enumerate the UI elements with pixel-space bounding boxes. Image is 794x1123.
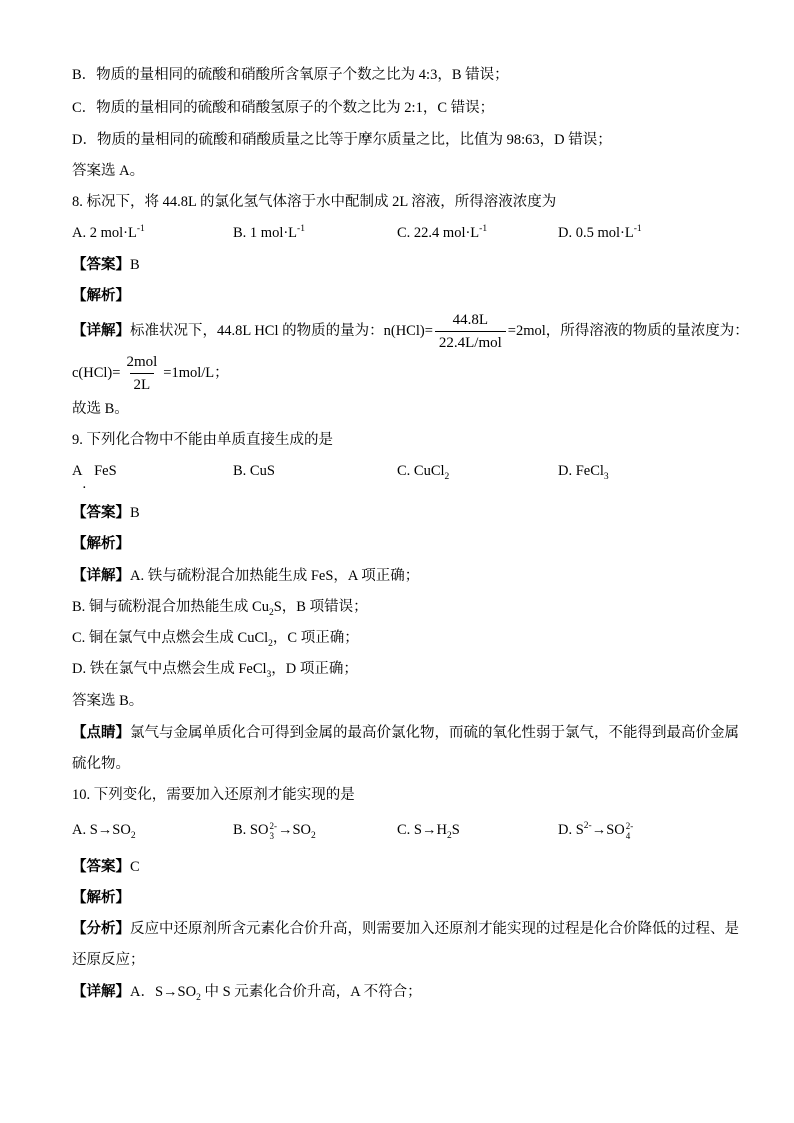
q10-option-d-product: →SO [591, 822, 625, 838]
q8-concentration-fraction [122, 353, 161, 394]
q9-stem: 9. 下列化合物中不能由单质直接生成的是 [72, 432, 333, 448]
q8-option-b [233, 223, 305, 245]
q8-option-b-exponent: -1 [297, 224, 305, 234]
prev-option-b-explanation: B．物质的量相同的硫酸和硝酸所含氧原子个数之比为 4:3，B 错误； [72, 67, 509, 83]
q9-option-d-subscript: 3 [603, 472, 609, 482]
q8-concentration-text: c(HCl)= [72, 365, 121, 381]
q10-option-c-subscript: 2 [446, 831, 452, 841]
q9-detail-a [72, 566, 419, 586]
q10-option-a [72, 820, 136, 842]
q9-detail-d-tail: ，D 项正确； [271, 661, 358, 677]
analysis-label: 【解析】 [72, 288, 130, 304]
q9-option-c-subscript: 2 [444, 472, 450, 482]
q9-option-b-text: B. CuS [233, 463, 275, 479]
q8-moles-text: 标准状况下，44.8L HCl 的物质的量为：n(HCl)= [130, 323, 433, 339]
answer-label: 【答案】 [72, 859, 130, 875]
q8-option-b-text: B. 1 mol·L [233, 225, 298, 241]
q8-answer [72, 255, 140, 275]
q8-analysis-heading [72, 286, 130, 306]
fraction-numerator: 44.8L [452, 312, 489, 329]
q10-detail-a-subscript: 2 [196, 993, 201, 1003]
q9-tip-line-1 [72, 723, 739, 743]
fraction-denominator: 2L [130, 373, 155, 394]
fraction-numerator: 2mol [126, 354, 158, 371]
q9-option-d [558, 461, 609, 483]
q8-concentration-result: =1mol/L； [163, 365, 229, 381]
q9-option-a [72, 461, 117, 492]
q9-detail-c [72, 628, 359, 648]
q10-option-b-product: →SO [277, 822, 312, 838]
q10-option-d-text: D. S [558, 822, 584, 838]
q10-reasoning-line-2: 还原反应； [72, 952, 145, 968]
q10-reasoning-line-1 [72, 919, 739, 939]
q10-option-d-product-charge: 2- [625, 820, 634, 831]
q8-option-d-text: D. 0.5 mol·L [558, 225, 634, 241]
prev-option-c-explanation: C．物质的量相同的硫酸和硝酸氢原子的个数之比为 2:1，C 错误； [72, 100, 495, 116]
q10-answer [72, 857, 140, 877]
q10-reasoning-text: 反应中还原剂所含元素化合价升高，则需要加入还原剂才能实现的过程是化合价降低的过程、是 [130, 921, 739, 937]
q9-detail-c-tail: ，C 项正确； [272, 630, 359, 646]
q10-detail-a-tail: 中 S 元素化合价升高，A 不符合； [200, 984, 422, 1000]
q9-option-a-dot: . [82, 476, 87, 492]
q8-moles-result: =2mol，所得溶液的物质的量浓度为： [507, 323, 749, 339]
q10-answer-value: C [130, 859, 140, 875]
q9-tip-text: 氯气与金属单质化合可得到金属的最高价氯化物，而硫的氧化性弱于氯气，不能得到最高价金属 [130, 725, 739, 741]
q8-moles-fraction [435, 311, 506, 352]
q10-option-c-tail: S [451, 822, 460, 838]
q9-answer-value: B [130, 505, 140, 521]
analysis-label: 【解析】 [72, 890, 130, 906]
q9-detail-b-tail: S，B 项错误； [273, 599, 368, 615]
q9-option-a-formula: FeS [94, 463, 117, 479]
answer-label: 【答案】 [72, 257, 130, 273]
q9-option-d-text: D. FeCl [558, 463, 604, 479]
q8-option-c-text: C. 22.4 mol·L [397, 225, 480, 241]
q9-answer [72, 503, 140, 523]
q8-option-a-text: A. 2 mol·L [72, 225, 137, 241]
reasoning-label: 【分析】 [72, 921, 130, 937]
q9-conclusion: 答案选 B。 [72, 693, 144, 709]
q9-option-c-text: C. CuCl [397, 463, 445, 479]
q10-option-c [397, 820, 460, 842]
answer-label: 【答案】 [72, 505, 130, 521]
q8-answer-value: B [130, 257, 140, 273]
fraction-denominator: 22.4L/mol [435, 331, 506, 352]
q10-option-b-ion-notation [269, 821, 277, 841]
q10-analysis-heading [72, 888, 130, 908]
q9-option-b [233, 461, 275, 481]
detail-label: 【详解】 [72, 568, 130, 584]
q10-option-c-text: C. S→H [397, 822, 447, 838]
q8-option-c-exponent: -1 [479, 224, 488, 234]
q10-option-b [233, 820, 316, 842]
q9-detail-d-subscript: 3 [266, 670, 272, 680]
q10-option-b-subscript: 3 [269, 830, 274, 841]
q10-detail-a [72, 982, 422, 1002]
detail-label: 【详解】 [72, 984, 130, 1000]
q9-detail-c-subscript: 2 [268, 639, 273, 649]
q9-detail-b-text: B. 铜与硫粉混合加热能生成 Cu [72, 599, 269, 615]
q8-option-d-exponent: -1 [633, 224, 642, 234]
q10-option-d [558, 820, 634, 842]
q10-stem: 10. 下列变化，需要加入还原剂才能实现的是 [72, 787, 355, 803]
q9-option-c [397, 461, 449, 483]
tip-label: 【点睛】 [72, 725, 130, 741]
q10-option-d-ion-notation [626, 821, 634, 841]
detail-label: 【详解】 [72, 323, 130, 339]
q9-detail-d [72, 659, 358, 679]
q10-option-b-charge: 2- [269, 820, 277, 831]
q9-detail-b-subscript: 2 [268, 608, 274, 618]
q8-stem: 8. 标况下，将 44.8L 的氯化氢气体溶于水中配制成 2L 溶液，所得溶液浓度为 [72, 194, 557, 210]
q10-option-a-subscript: 2 [130, 831, 136, 841]
q9-detail-d-text: D. 铁在氯气中点燃会生成 FeCl [72, 661, 267, 677]
q9-detail-a-text: A. 铁与硫粉混合加热能生成 FeS，A 项正确； [130, 568, 420, 584]
q8-option-d [558, 223, 642, 245]
q8-option-a [72, 223, 145, 245]
q9-detail-b [72, 597, 368, 617]
q9-tip-line-2: 硫化物。 [72, 756, 130, 772]
analysis-label: 【解析】 [72, 536, 130, 552]
prev-conclusion: 答案选 A。 [72, 163, 145, 179]
q10-option-b-text: B. SO [233, 822, 269, 838]
q8-conclusion: 故选 B。 [72, 401, 129, 417]
q10-option-b-product-subscript: 2 [311, 831, 316, 841]
q9-option-a-letter: A [72, 463, 83, 479]
q8-option-a-exponent: -1 [136, 224, 145, 234]
q10-option-a-text: A. S→SO [72, 822, 131, 838]
q8-detail-moles [72, 308, 749, 354]
q10-detail-a-text: A．S→SO [130, 984, 197, 1000]
q8-detail-concentration [72, 350, 229, 396]
q10-option-d-charge: 2- [583, 821, 592, 831]
q9-detail-c-text: C. 铜在氯气中点燃会生成 CuCl [72, 630, 269, 646]
q8-option-c [397, 223, 487, 245]
prev-option-d-explanation: D．物质的量相同的硫酸和硝酸质量之比等于摩尔质量之比，比值为 98:63，D 错误； [72, 132, 612, 148]
q10-option-d-product-subscript: 4 [625, 830, 631, 841]
q9-analysis-heading [72, 534, 130, 554]
